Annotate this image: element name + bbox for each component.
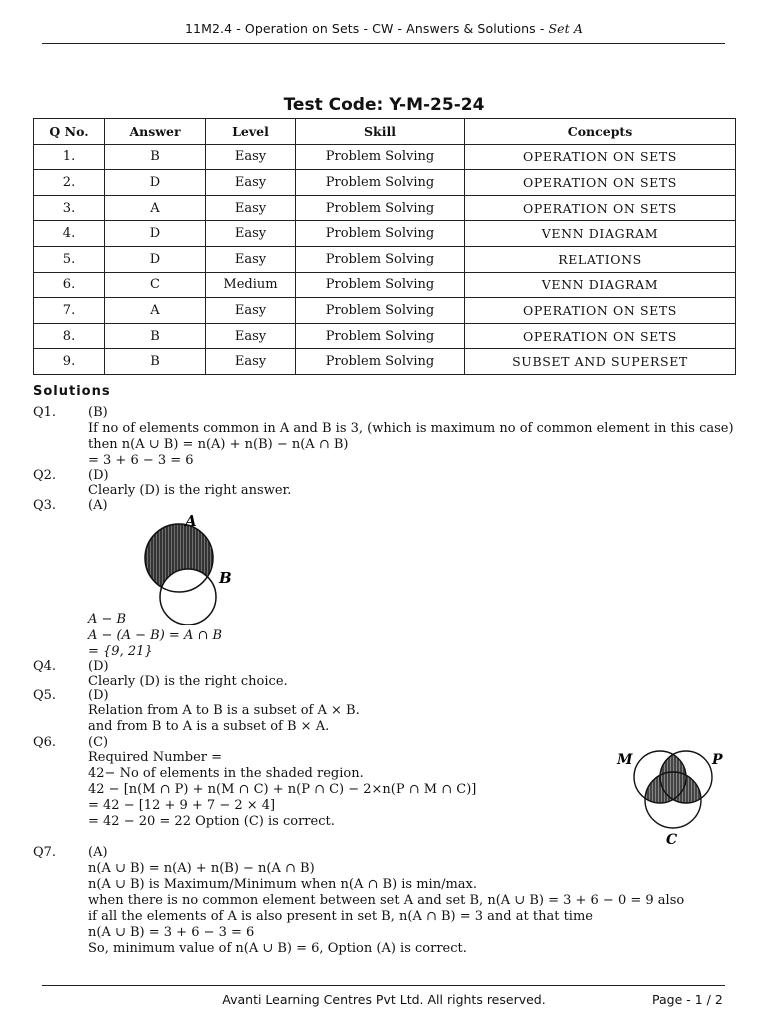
cell-answer: D bbox=[105, 221, 206, 247]
cell-skill: Problem Solving bbox=[296, 272, 465, 298]
test-code-title: Test Code: Y-M-25-24 bbox=[283, 95, 485, 115]
q6-number: Q6. bbox=[33, 735, 57, 750]
cell-level: Easy bbox=[206, 246, 296, 272]
q4-answer: (D) bbox=[88, 659, 109, 674]
q1-number: Q1. bbox=[33, 405, 57, 420]
table-row bbox=[34, 298, 736, 324]
q5-number: Q5. bbox=[33, 688, 57, 703]
cell-answer: B bbox=[105, 349, 206, 375]
q3-line1: A − B bbox=[88, 612, 127, 627]
label-b: B bbox=[219, 569, 232, 587]
q4-number: Q4. bbox=[33, 659, 57, 674]
q2-line1: Clearly (D) is the right answer. bbox=[88, 483, 292, 498]
q7-line5: n(A ∪ B) = 3 + 6 − 3 = 6 bbox=[88, 925, 255, 940]
cell-qno: 2. bbox=[34, 170, 105, 196]
cell-answer: C bbox=[105, 272, 206, 298]
q2-answer: (D) bbox=[88, 468, 109, 483]
cell-skill: Problem Solving bbox=[296, 323, 465, 349]
q2-number: Q2. bbox=[33, 468, 57, 483]
table-row bbox=[34, 221, 736, 247]
cell-skill: Problem Solving bbox=[296, 298, 465, 324]
q7-line6: So, minimum value of n(A ∪ B) = 6, Option (A) is correct. bbox=[88, 941, 467, 956]
q7-answer: (A) bbox=[88, 845, 108, 860]
cell-answer: A bbox=[105, 298, 206, 324]
cell-qno: 4. bbox=[34, 221, 105, 247]
cell-concept: OPERATION ON SETS bbox=[465, 144, 736, 170]
table-row bbox=[34, 349, 736, 375]
q1-line1: If no of elements common in A and B is 3, (which is maximum no of common element in this case) bbox=[88, 421, 734, 436]
q1-line2: then n(A ∪ B) = n(A) + n(B) − n(A ∩ B) bbox=[88, 437, 349, 452]
q3-line2: A − (A − B) = A ∩ B bbox=[88, 628, 223, 643]
cell-concept: OPERATION ON SETS bbox=[465, 323, 736, 349]
header-rule bbox=[42, 43, 725, 44]
cell-qno: 8. bbox=[34, 323, 105, 349]
q6-line1: Required Number = bbox=[88, 750, 223, 765]
cell-level: Easy bbox=[206, 170, 296, 196]
cell-concept: VENN DIAGRAM bbox=[465, 272, 736, 298]
cell-qno: 7. bbox=[34, 298, 105, 324]
q7-line1: n(A ∪ B) = n(A) + n(B) − n(A ∩ B) bbox=[88, 861, 315, 876]
col-level: Level bbox=[206, 119, 296, 145]
cell-skill: Problem Solving bbox=[296, 170, 465, 196]
col-answer: Answer bbox=[105, 119, 206, 145]
q3-venn-diagram bbox=[135, 510, 245, 625]
footer-copyright: Avanti Learning Centres Pvt Ltd. All rights reserved. bbox=[222, 992, 546, 1007]
cell-skill: Problem Solving bbox=[296, 195, 465, 221]
q6-line3: 42 − [n(M ∩ P) + n(M ∩ C) + n(P ∩ C) − 2×n(P ∩ M ∩ C)] bbox=[88, 782, 477, 797]
cell-answer: D bbox=[105, 170, 206, 196]
q7-line4: if all the elements of A is also present in set B, n(A ∩ B) = 3 and at that time bbox=[88, 909, 593, 924]
q6-answer: (C) bbox=[88, 735, 109, 750]
cell-skill: Problem Solving bbox=[296, 144, 465, 170]
q5-line2: and from B to A is a subset of B × A. bbox=[88, 719, 330, 734]
cell-skill: Problem Solving bbox=[296, 246, 465, 272]
header-set: Set A bbox=[548, 21, 583, 36]
cell-concept: OPERATION ON SETS bbox=[465, 170, 736, 196]
cell-qno: 1. bbox=[34, 144, 105, 170]
q3-answer: (A) bbox=[88, 498, 108, 513]
cell-level: Easy bbox=[206, 349, 296, 375]
label-a: A bbox=[185, 512, 197, 530]
table-row bbox=[34, 195, 736, 221]
cell-concept: SUBSET AND SUPERSET bbox=[465, 349, 736, 375]
cell-answer: B bbox=[105, 144, 206, 170]
cell-level: Easy bbox=[206, 221, 296, 247]
cell-concept: OPERATION ON SETS bbox=[465, 298, 736, 324]
page-header bbox=[0, 21, 768, 36]
q1-answer: (B) bbox=[88, 405, 108, 420]
table-row bbox=[34, 323, 736, 349]
cell-qno: 9. bbox=[34, 349, 105, 375]
cell-level: Easy bbox=[206, 144, 296, 170]
table-header-row bbox=[34, 119, 736, 145]
footer-rule bbox=[42, 985, 725, 986]
q1-line3: = 3 + 6 − 3 = 6 bbox=[88, 453, 194, 468]
q7-line3: when there is no common element between set A and set B, n(A ∪ B) = 3 + 6 − 0 = 9 also bbox=[88, 893, 685, 908]
label-p: P bbox=[712, 752, 723, 768]
table-row bbox=[34, 170, 736, 196]
col-skill: Skill bbox=[296, 119, 465, 145]
table-row bbox=[34, 144, 736, 170]
q6-line2: 42− No of elements in the shaded region. bbox=[88, 766, 364, 781]
label-c: C bbox=[666, 832, 678, 848]
cell-answer: A bbox=[105, 195, 206, 221]
page-number: Page - 1 / 2 bbox=[652, 992, 723, 1007]
q6-line5: = 42 − 20 = 22 Option (C) is correct. bbox=[88, 814, 335, 829]
q7-line2: n(A ∪ B) is Maximum/Minimum when n(A ∩ B) is min/max. bbox=[88, 877, 478, 892]
cell-concept: RELATIONS bbox=[465, 246, 736, 272]
cell-answer: D bbox=[105, 246, 206, 272]
cell-qno: 5. bbox=[34, 246, 105, 272]
answer-table bbox=[33, 118, 736, 375]
header-text: 11M2.4 - Operation on Sets - CW - Answers & Solutions - bbox=[184, 21, 549, 36]
q3-number: Q3. bbox=[33, 498, 57, 513]
cell-concept: OPERATION ON SETS bbox=[465, 195, 736, 221]
cell-skill: Problem Solving bbox=[296, 349, 465, 375]
solutions-heading: Solutions bbox=[33, 384, 111, 399]
q6-venn-diagram bbox=[610, 742, 735, 852]
q4-line1: Clearly (D) is the right choice. bbox=[88, 674, 288, 689]
cell-level: Easy bbox=[206, 195, 296, 221]
cell-level: Medium bbox=[206, 272, 296, 298]
cell-qno: 6. bbox=[34, 272, 105, 298]
cell-skill: Problem Solving bbox=[296, 221, 465, 247]
table-row bbox=[34, 272, 736, 298]
cell-concept: VENN DIAGRAM bbox=[465, 221, 736, 247]
label-m: M bbox=[617, 752, 633, 768]
q5-answer: (D) bbox=[88, 688, 109, 703]
cell-answer: B bbox=[105, 323, 206, 349]
cell-qno: 3. bbox=[34, 195, 105, 221]
col-concepts: Concepts bbox=[465, 119, 736, 145]
col-qno: Q No. bbox=[34, 119, 105, 145]
q3-line3: = {9, 21} bbox=[88, 644, 153, 659]
cell-level: Easy bbox=[206, 298, 296, 324]
cell-level: Easy bbox=[206, 323, 296, 349]
table-row bbox=[34, 246, 736, 272]
q6-line4: = 42 − [12 + 9 + 7 − 2 × 4] bbox=[88, 798, 276, 813]
q5-line1: Relation from A to B is a subset of A × B. bbox=[88, 703, 360, 718]
q7-number: Q7. bbox=[33, 845, 57, 860]
